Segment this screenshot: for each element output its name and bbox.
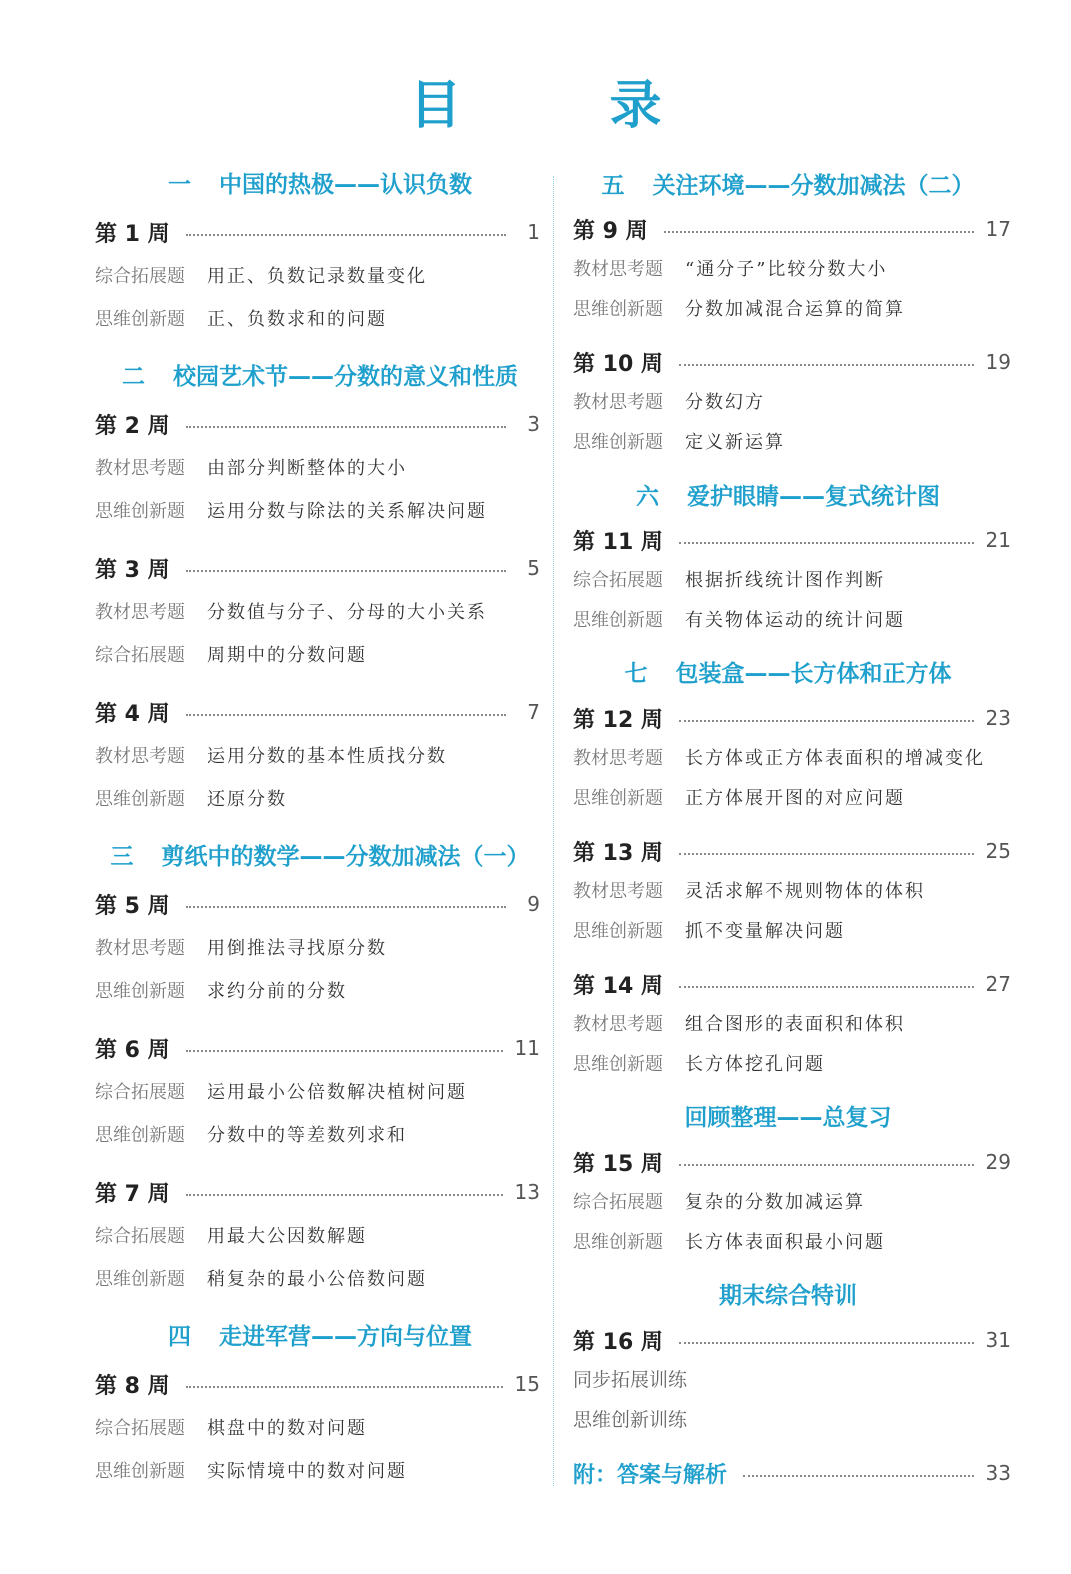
leader-dots	[186, 714, 506, 716]
topic-text: 用最大公因数解题	[207, 1226, 367, 1247]
topic-text: 运用分数与除法的关系解决问题	[207, 501, 487, 522]
unit-number: 四	[168, 1324, 191, 1350]
topic-text: 由部分判断整体的大小	[207, 458, 407, 479]
topic-text: “通分子”比较分数大小	[685, 259, 888, 280]
topic-text: 定义新运算	[685, 432, 785, 453]
topic-text: 分数中的等差数列求和	[207, 1125, 407, 1146]
page-number: 27	[985, 972, 1011, 996]
toc-week-14[interactable]	[573, 969, 1011, 999]
toc-item[interactable]	[573, 920, 845, 944]
toc-item[interactable]	[95, 601, 487, 625]
category-label: 思维创新题	[95, 789, 185, 810]
topic-text: 复杂的分数加减运算	[685, 1192, 865, 1213]
unit-number: 五	[601, 173, 625, 199]
topic-text: 周期中的分数问题	[207, 645, 367, 666]
toc-item-sync-training[interactable]: 同步拓展训练	[573, 1369, 688, 1391]
unit-title: 包装盒——长方体和正方体	[675, 661, 952, 687]
page-number: 11	[514, 1036, 540, 1060]
topic-text: 灵活求解不规则物体的体积	[685, 881, 925, 902]
toc-week-7[interactable]	[95, 1177, 540, 1207]
leader-dots	[679, 720, 974, 722]
topic-text: 组合图形的表面积和体积	[685, 1014, 905, 1035]
page-number: 29	[985, 1150, 1011, 1174]
category-label: 教材思考题	[573, 881, 663, 902]
topic-text: 分数加减混合运算的简算	[685, 299, 905, 320]
toc-week-10[interactable]	[573, 347, 1011, 377]
leader-dots	[186, 426, 506, 428]
unit-title: 中国的热极——认识负数	[219, 172, 472, 198]
page-number: 25	[985, 839, 1011, 863]
toc-week-16[interactable]	[573, 1325, 1011, 1355]
toc-item-thinking-training[interactable]: 思维创新训练	[573, 1409, 688, 1431]
category-label: 思维创新题	[95, 1125, 185, 1146]
page-number: 15	[514, 1372, 540, 1396]
week-label: 第 13 周	[573, 840, 663, 866]
topic-text: 还原分数	[207, 789, 287, 810]
toc-week-12[interactable]	[573, 703, 1011, 733]
toc-week-2[interactable]	[95, 409, 540, 439]
review-title: 回顾整理——总复习	[684, 1105, 892, 1131]
leader-dots	[679, 542, 974, 544]
category-label: 综合拓展题	[95, 266, 185, 287]
leader-dots	[679, 364, 974, 366]
page-number: 13	[514, 1180, 540, 1204]
leader-dots	[186, 570, 506, 572]
leader-dots	[186, 234, 506, 236]
category-label: 思维创新题	[573, 299, 663, 320]
topic-text: 分数值与分子、分母的大小关系	[207, 602, 487, 623]
toc-week-9[interactable]	[573, 214, 1011, 244]
toc-item[interactable]	[95, 1460, 407, 1484]
topic-text: 用正、负数记录数量变化	[207, 266, 427, 287]
toc-item[interactable]	[573, 1013, 905, 1037]
category-label: 教材思考题	[573, 259, 663, 280]
week-label: 第 3 周	[95, 557, 170, 583]
toc-item[interactable]	[573, 787, 905, 811]
week-label: 第 6 周	[95, 1037, 170, 1063]
topic-text: 求约分前的分数	[207, 981, 347, 1002]
toc-item[interactable]	[573, 258, 887, 282]
toc-item[interactable]	[573, 609, 905, 633]
topic-text: 棋盘中的数对问题	[207, 1418, 367, 1439]
unit-title: 爱护眼睛——复式统计图	[687, 484, 940, 510]
toc-item[interactable]	[95, 1124, 407, 1148]
toc-week-15[interactable]	[573, 1147, 1011, 1177]
week-label: 第 15 周	[573, 1151, 663, 1177]
page-number: 19	[985, 350, 1011, 374]
category-label: 思维创新题	[573, 788, 663, 809]
category-label: 教材思考题	[95, 938, 185, 959]
week-label: 第 5 周	[95, 893, 170, 919]
toc-week-3[interactable]	[95, 553, 540, 583]
week-label: 第 9 周	[573, 218, 648, 244]
toc-item[interactable]	[95, 980, 347, 1004]
unit-number: 三	[110, 844, 134, 870]
unit-number: 七	[624, 661, 648, 687]
category-label: 综合拓展题	[573, 570, 663, 591]
unit-heading-3[interactable]	[95, 842, 545, 872]
toc-item[interactable]	[95, 788, 287, 812]
page-number: 17	[985, 217, 1011, 241]
toc-item[interactable]	[95, 644, 367, 668]
week-label: 第 12 周	[573, 707, 663, 733]
category-label: 思维创新题	[95, 501, 185, 522]
category-label: 综合拓展题	[95, 645, 185, 666]
topic-text: 正、负数求和的问题	[207, 309, 387, 330]
topic-text: 分数幻方	[685, 392, 765, 413]
topic-text: 根据折线统计图作判断	[685, 570, 885, 591]
toc-item[interactable]	[573, 880, 925, 904]
week-label: 第 16 周	[573, 1329, 663, 1355]
topic-text: 运用最小公倍数解决植树问题	[207, 1082, 467, 1103]
page-number: 5	[527, 556, 540, 580]
column-divider	[553, 176, 554, 1486]
week-label: 第 7 周	[95, 1181, 170, 1207]
page-number: 33	[985, 1461, 1011, 1485]
toc-week-5[interactable]	[95, 889, 540, 919]
topic-text: 实际情境中的数对问题	[207, 1461, 407, 1482]
week-label: 第 14 周	[573, 973, 663, 999]
page-title: 目 录	[409, 76, 710, 136]
week-label: 第 11 周	[573, 529, 663, 555]
page-number: 23	[985, 706, 1011, 730]
toc-item[interactable]	[573, 391, 765, 415]
appendix-label: 附：答案与解析	[573, 1462, 728, 1488]
topic-text: 长方体或正方体表面积的增减变化	[685, 748, 985, 769]
category-label: 综合拓展题	[95, 1082, 185, 1103]
category-label: 教材思考题	[573, 392, 663, 413]
unit-title: 关注环境——分数加减法（二）	[652, 173, 975, 199]
review-heading[interactable]	[573, 1103, 1003, 1133]
toc-item[interactable]	[95, 500, 487, 524]
category-label: 思维创新题	[573, 921, 663, 942]
page-number: 31	[985, 1328, 1011, 1352]
leader-dots	[679, 986, 974, 988]
toc-item[interactable]	[95, 1081, 467, 1105]
unit-title: 剪纸中的数学——分数加减法（一）	[161, 844, 530, 870]
category-label: 思维创新题	[95, 1461, 185, 1482]
page-number: 7	[527, 700, 540, 724]
toc-week-1[interactable]	[95, 217, 540, 247]
leader-dots	[186, 1194, 503, 1196]
category-label: 教材思考题	[95, 746, 185, 767]
toc-week-4[interactable]	[95, 697, 540, 727]
unit-title: 校园艺术节——分数的意义和性质	[173, 364, 518, 390]
unit-number: 二	[122, 364, 145, 390]
week-label: 第 8 周	[95, 1373, 170, 1399]
unit-heading-4[interactable]	[95, 1322, 545, 1352]
category-label: 教材思考题	[95, 458, 185, 479]
category-label: 综合拓展题	[573, 1192, 663, 1213]
unit-title: 走进军营——方向与位置	[219, 1324, 472, 1350]
week-label: 第 1 周	[95, 221, 170, 247]
toc-week-13[interactable]	[573, 836, 1011, 866]
category-label: 综合拓展题	[95, 1226, 185, 1247]
toc-item[interactable]	[573, 1231, 885, 1255]
page-number: 21	[985, 528, 1011, 552]
category-label: 教材思考题	[573, 1014, 663, 1035]
leader-dots	[664, 231, 974, 233]
toc-item[interactable]	[95, 1225, 367, 1249]
category-label: 思维创新题	[95, 981, 185, 1002]
topic-text: 长方体挖孔问题	[685, 1054, 825, 1075]
unit-heading-7[interactable]	[573, 659, 1003, 689]
unit-number: 六	[636, 484, 659, 510]
leader-dots	[743, 1475, 974, 1477]
unit-heading-5[interactable]	[573, 171, 1003, 201]
category-label: 教材思考题	[573, 748, 663, 769]
toc-item[interactable]	[95, 1417, 367, 1441]
topic-text: 抓不变量解决问题	[685, 921, 845, 942]
category-label: 思维创新题	[95, 309, 185, 330]
page-number: 1	[527, 220, 540, 244]
week-label: 第 4 周	[95, 701, 170, 727]
category-label: 思维创新题	[573, 432, 663, 453]
toc-item[interactable]	[573, 431, 785, 455]
leader-dots	[186, 1386, 503, 1388]
category-label: 思维创新题	[573, 1054, 663, 1075]
toc-item[interactable]	[573, 747, 985, 771]
category-label: 思维创新题	[573, 1232, 663, 1253]
unit-heading-6[interactable]	[573, 482, 1003, 512]
toc-item[interactable]	[573, 569, 885, 593]
week-label: 第 10 周	[573, 351, 663, 377]
toc-item[interactable]	[95, 265, 427, 289]
leader-dots	[679, 1164, 974, 1166]
toc-item[interactable]	[95, 308, 387, 332]
page-number: 9	[527, 892, 540, 916]
toc-appendix[interactable]	[573, 1458, 1011, 1488]
toc-item[interactable]	[95, 1268, 427, 1292]
leader-dots	[186, 906, 506, 908]
final-heading[interactable]	[573, 1281, 1003, 1311]
topic-text: 长方体表面积最小问题	[685, 1232, 885, 1253]
unit-number: 一	[168, 172, 191, 198]
toc-item[interactable]	[95, 457, 407, 481]
leader-dots	[186, 1050, 503, 1052]
week-label: 第 2 周	[95, 413, 170, 439]
category-label: 教材思考题	[95, 602, 185, 623]
topic-text: 正方体展开图的对应问题	[685, 788, 905, 809]
toc-item[interactable]	[95, 937, 387, 961]
final-title: 期末综合特训	[719, 1283, 857, 1309]
category-label: 综合拓展题	[95, 1418, 185, 1439]
leader-dots	[679, 853, 974, 855]
toc-week-6[interactable]	[95, 1033, 540, 1063]
leader-dots	[679, 1342, 974, 1344]
toc-week-11[interactable]	[573, 525, 1011, 555]
toc-item[interactable]	[573, 1191, 865, 1215]
topic-text: 用倒推法寻找原分数	[207, 938, 387, 959]
toc-week-8[interactable]	[95, 1369, 540, 1399]
topic-text: 稍复杂的最小公倍数问题	[207, 1269, 427, 1290]
unit-heading-1[interactable]	[95, 170, 545, 200]
page-number: 3	[527, 412, 540, 436]
topic-text: 有关物体运动的统计问题	[685, 610, 905, 631]
topic-text: 运用分数的基本性质找分数	[207, 746, 447, 767]
category-label: 思维创新题	[95, 1269, 185, 1290]
toc-item[interactable]	[95, 745, 447, 769]
category-label: 思维创新题	[573, 610, 663, 631]
unit-heading-2[interactable]	[95, 362, 545, 392]
toc-item[interactable]	[573, 1053, 825, 1077]
toc-item[interactable]	[573, 298, 905, 322]
